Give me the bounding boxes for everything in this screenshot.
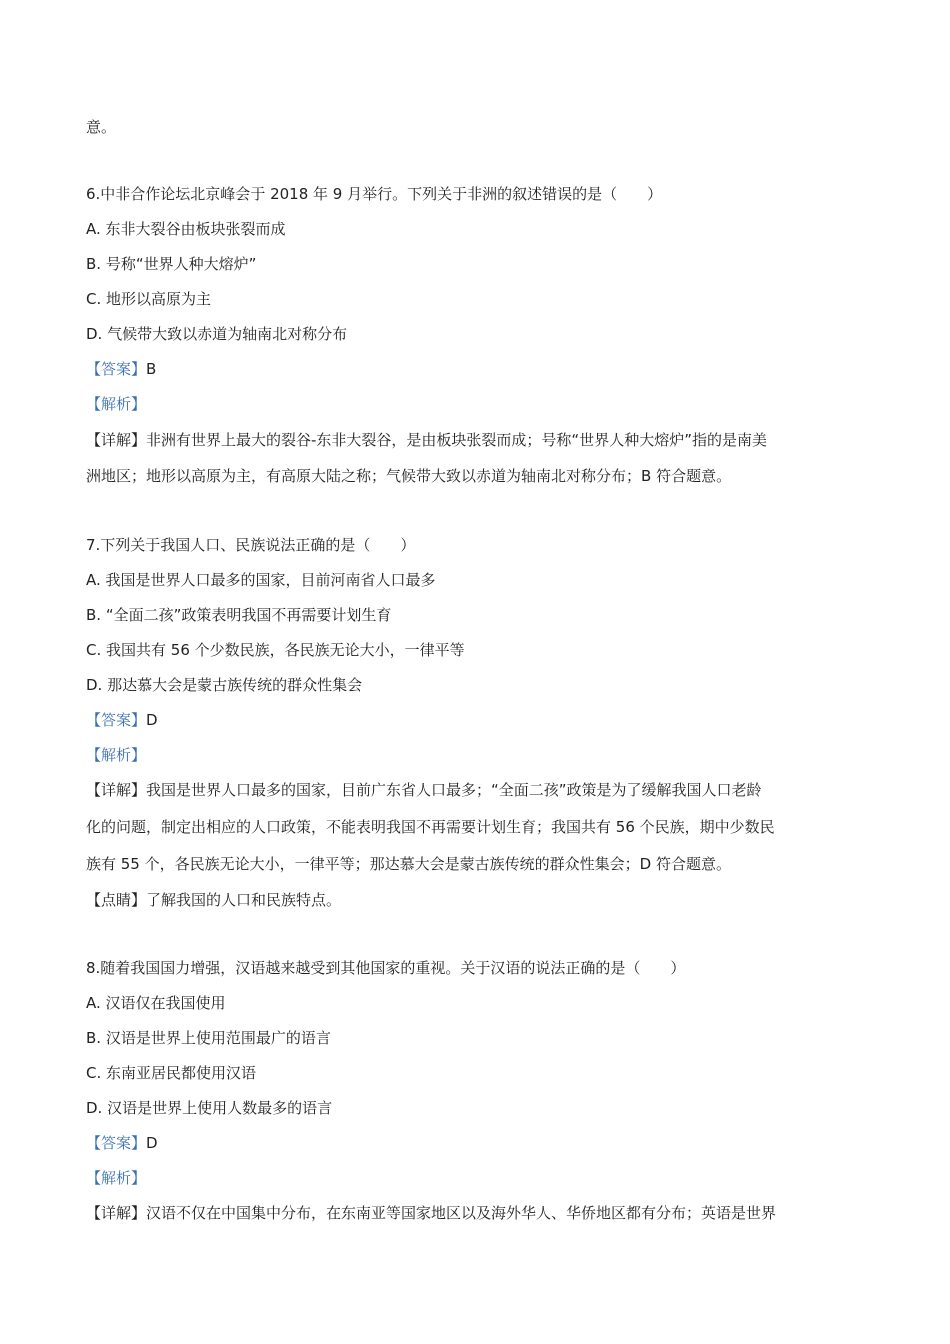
detail-tag: 【详解】 — [86, 781, 147, 799]
question-7-option-a: A. 我国是世界人口最多的国家，目前河南省人口最多 — [86, 571, 436, 589]
answer-tag: 【答案】 — [86, 1134, 147, 1152]
question-7-option-b: B. “全面二孩”政策表明我国不再需要计划生育 — [86, 606, 392, 624]
question-6-option-c: C. 地形以高原为主 — [86, 290, 212, 308]
question-7-detail-line-1 — [86, 780, 762, 800]
question-6-detail-line-1 — [86, 430, 767, 450]
question-6-stem: 6.中非合作论坛北京峰会于 2018 年 9 月举行。下列关于非洲的叙述错误的是（ ） — [86, 185, 663, 203]
answer-tag: 【答案】 — [86, 711, 147, 729]
answer-value: B — [146, 360, 157, 378]
tip-text: 了解我国的人口和民族特点。 — [146, 891, 342, 909]
detail-text: 我国是世界人口最多的国家，目前广东省人口最多；“全面二孩”政策是为了缓解我国人口老龄 — [146, 781, 762, 799]
answer-value: D — [146, 1134, 158, 1152]
answer-value: D — [146, 711, 158, 729]
tip-tag: 【点睛】 — [86, 891, 147, 909]
question-8-answer — [86, 1133, 158, 1153]
question-8-detail-line-1 — [86, 1203, 776, 1223]
detail-text: 非洲有世界上最大的裂谷-东非大裂谷，是由板块张裂而成；号称“世界人种大熔炉”指的是南美 — [146, 431, 767, 449]
question-6-option-d: D. 气候带大致以赤道为轴南北对称分布 — [86, 325, 348, 343]
answer-tag: 【答案】 — [86, 360, 147, 378]
question-7-option-d: D. 那达慕大会是蒙古族传统的群众性集会 — [86, 676, 363, 694]
question-8-analysis-tag: 【解析】 — [86, 1169, 147, 1187]
question-6-option-a: A. 东非大裂谷由板块张裂而成 — [86, 220, 286, 238]
question-6-detail-line-2: 洲地区；地形以高原为主，有高原大陆之称；气候带大致以赤道为轴南北对称分布；B 符合题意。 — [86, 467, 732, 485]
question-6-answer — [86, 359, 156, 379]
question-8-option-a: A. 汉语仅在我国使用 — [86, 994, 226, 1012]
question-7-tip — [86, 890, 341, 910]
question-6-analysis-tag: 【解析】 — [86, 395, 147, 413]
question-8-option-b: B. 汉语是世界上使用范围最广的语言 — [86, 1029, 331, 1047]
question-6-option-b: B. 号称“世界人种大熔炉” — [86, 255, 257, 273]
detail-tag: 【详解】 — [86, 431, 147, 449]
top-fragment: 意。 — [86, 118, 117, 136]
question-7-option-c: C. 我国共有 56 个少数民族，各民族无论大小，一律平等 — [86, 641, 465, 659]
question-8-option-d: D. 汉语是世界上使用人数最多的语言 — [86, 1099, 333, 1117]
question-7-analysis-tag: 【解析】 — [86, 746, 147, 764]
question-7-detail-line-2: 化的问题，制定出相应的人口政策，不能表明我国不再需要计划生育；我国共有 56 个民族，期中少数民 — [86, 818, 775, 836]
question-8-stem: 8.随着我国国力增强，汉语越来越受到其他国家的重视。关于汉语的说法正确的是（ ） — [86, 959, 686, 977]
detail-tag: 【详解】 — [86, 1204, 147, 1222]
question-7-stem: 7.下列关于我国人口、民族说法正确的是（ ） — [86, 536, 416, 554]
question-7-detail-line-3: 族有 55 个，各民族无论大小，一律平等；那达慕大会是蒙古族传统的群众性集会；D 符合题意。 — [86, 855, 731, 873]
detail-text: 汉语不仅在中国集中分布，在东南亚等国家地区以及海外华人、华侨地区都有分布；英语是世界 — [146, 1204, 777, 1222]
question-8-option-c: C. 东南亚居民都使用汉语 — [86, 1064, 257, 1082]
question-7-answer — [86, 710, 158, 730]
